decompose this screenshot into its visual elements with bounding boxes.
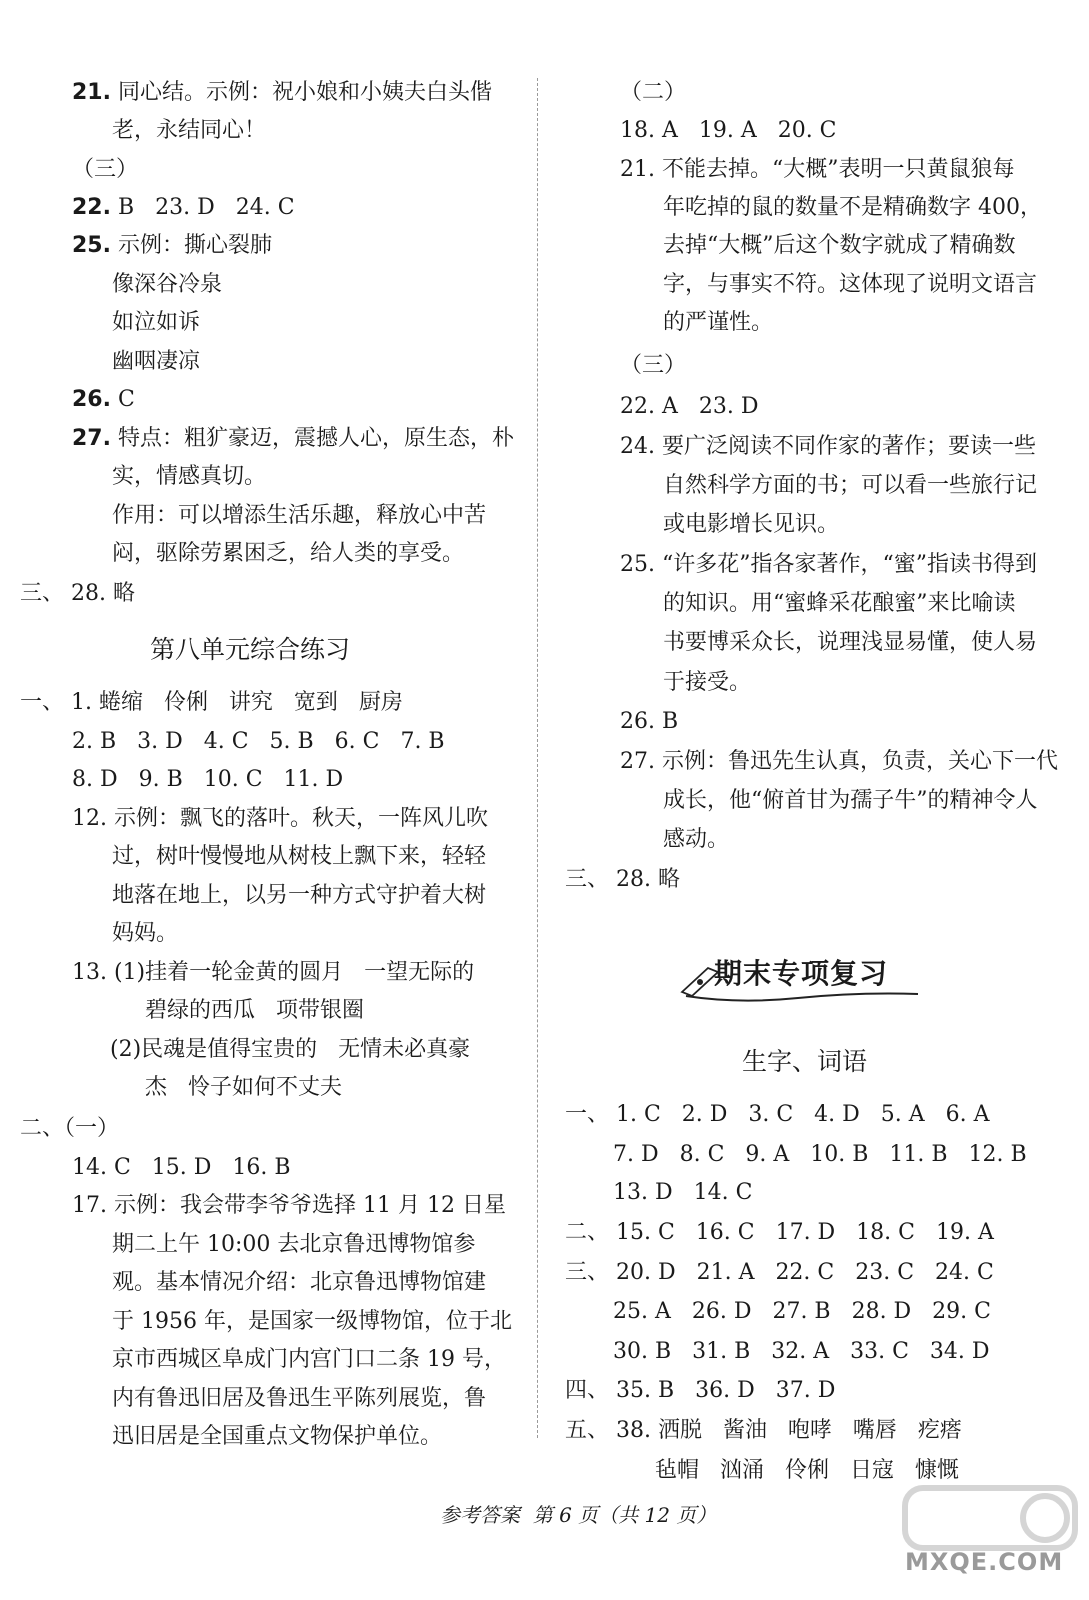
answer-line: 地落在地上，以另一种方式守护着大树 bbox=[112, 883, 487, 908]
answer-line: 杰 怜子如何不丈夫 bbox=[145, 1075, 342, 1100]
answer-text: C bbox=[110, 387, 135, 412]
answer-line: （三） bbox=[72, 157, 139, 182]
answer-line: 13. D 14. C bbox=[613, 1180, 753, 1205]
answer-line: 二、（一） bbox=[20, 1116, 120, 1141]
answer-line: 五、 38. 洒脱 酱油 咆哮 嘴唇 疙瘩 bbox=[565, 1418, 962, 1443]
answer-line: 字，与事实不符。这体现了说明文语言 bbox=[663, 272, 1038, 297]
answer-line: 一、 1. 蜷缩 伶俐 讲究 宽到 厨房 bbox=[20, 690, 403, 715]
answer-line: 妈妈。 bbox=[112, 921, 179, 946]
answer-line: 14. C 15. D 16. B bbox=[72, 1155, 291, 1180]
question-number: 27. bbox=[72, 426, 111, 451]
answer-line bbox=[72, 385, 135, 415]
answer-line: 21. 不能去掉。“大概”表明一只黄鼠狼每 bbox=[620, 157, 1015, 182]
answer-line: 成长，他“俯首甘为孺子牛”的精神令人 bbox=[663, 788, 1038, 813]
answer-line: 年吃掉的鼠的数量不是精确数字 400， bbox=[663, 195, 1042, 220]
answer-text: 同心结。示例：祝小娘和小姨夫白头偕 bbox=[110, 80, 492, 105]
answer-line: (2)民魂是值得宝贵的 无情未必真豪 bbox=[110, 1037, 471, 1062]
answer-line: 30. B 31. B 32. A 33. C 34. D bbox=[613, 1339, 990, 1364]
question-number: 26. bbox=[72, 387, 111, 412]
question-number: 25. bbox=[72, 233, 111, 258]
answer-text: 示例：撕心裂肺 bbox=[110, 233, 272, 258]
answer-line: 毡帽 汹涌 伶俐 日寇 慷慨 bbox=[655, 1458, 959, 1483]
answer-line bbox=[72, 193, 295, 223]
answer-line: 27. 示例：鲁迅先生认真，负责，关心下一代 bbox=[620, 749, 1058, 774]
answer-line: 一、 1. C 2. D 3. C 4. D 5. A 6. A bbox=[565, 1102, 990, 1127]
answer-text: B 23. D 24. C bbox=[110, 195, 295, 220]
answer-line: 24. 要广泛阅读不同作家的著作；要读一些 bbox=[620, 434, 1036, 459]
answer-line: 内有鲁迅旧居及鲁迅生平陈列展览，鲁 bbox=[112, 1386, 487, 1411]
answer-line: 像深谷冷泉 bbox=[112, 272, 223, 297]
answer-line: （二） bbox=[620, 80, 687, 105]
answer-line: 京市西城区阜成门内宫门口二条 19 号， bbox=[112, 1347, 506, 1372]
answer-line: 25. A 26. D 27. B 28. D 29. C bbox=[613, 1299, 991, 1324]
answer-line: 12. 示例：飘飞的落叶。秋天，一阵风儿吹 bbox=[72, 806, 488, 831]
answer-line: 如泣如诉 bbox=[112, 310, 201, 335]
answer-line: 18. A 19. A 20. C bbox=[620, 118, 837, 143]
vocab-section-title: 生字、词语 bbox=[742, 1047, 868, 1076]
answer-line: 闷，驱除劳累困乏，给人类的享受。 bbox=[112, 541, 465, 566]
answer-line: 的知识。用“蜜蜂采花酿蜜”来比喻读 bbox=[663, 591, 1016, 616]
answer-line: 自然科学方面的书；可以看一些旅行记 bbox=[663, 473, 1038, 498]
answer-line: 于接受。 bbox=[663, 670, 752, 695]
answer-line: 17. 示例：我会带李爷爷选择 11 月 12 日星 bbox=[72, 1193, 506, 1218]
page-footer: 参考答案 第 6 页（共 12 页） bbox=[440, 1503, 717, 1527]
answer-line bbox=[72, 424, 514, 454]
answer-line: 实，情感真切。 bbox=[112, 464, 267, 489]
answer-line: 期二上午 10:00 去北京鲁迅博物馆参 bbox=[112, 1232, 476, 1257]
answer-line: 观。基本情况介绍：北京鲁迅博物馆建 bbox=[112, 1270, 487, 1295]
answer-line: 四、 35. B 36. D 37. D bbox=[565, 1378, 836, 1403]
final-review-title: 期末专项复习 bbox=[714, 957, 889, 990]
answer-line: 二、 15. C 16. C 17. D 18. C 19. A bbox=[565, 1220, 994, 1245]
question-number: 21. bbox=[72, 80, 111, 105]
answer-line: 2. B 3. D 4. C 5. B 6. C 7. B bbox=[72, 729, 445, 754]
watermark-logo bbox=[895, 1478, 1085, 1598]
question-number: 22. bbox=[72, 195, 111, 220]
answer-line: 三、 20. D 21. A 22. C 23. C 24. C bbox=[565, 1260, 994, 1285]
answer-line bbox=[72, 78, 492, 108]
answer-line: 三、 28. 略 bbox=[565, 867, 680, 892]
answer-line: 幽咽凄凉 bbox=[112, 349, 201, 374]
answer-line: 13. (1)挂着一轮金黄的圆月 一望无际的 bbox=[72, 960, 475, 985]
answer-line: 的严谨性。 bbox=[663, 310, 774, 335]
answer-line bbox=[72, 231, 272, 261]
answer-line: 过，树叶慢慢地从树枝上飘下来，轻轻 bbox=[112, 844, 487, 869]
answer-line: 书要博采众长，说理浅显易懂，使人易 bbox=[663, 630, 1038, 655]
answer-line: 感动。 bbox=[663, 827, 730, 852]
answer-line: 7. D 8. C 9. A 10. B 11. B 12. B bbox=[613, 1142, 1027, 1167]
answer-line: 迅旧居是全国重点文物保护单位。 bbox=[112, 1424, 443, 1449]
answer-line: 老，永结同心！ bbox=[112, 118, 267, 143]
answer-line: 三、 28. 略 bbox=[20, 581, 135, 606]
answer-line: 碧绿的西瓜 项带银圈 bbox=[145, 998, 364, 1023]
answer-line: 于 1956 年，是国家一级博物馆，位于北 bbox=[112, 1309, 512, 1334]
answer-line: 22. A 23. D bbox=[620, 394, 759, 419]
column-divider bbox=[537, 78, 538, 1438]
answer-line: （三） bbox=[620, 353, 687, 378]
answer-line: 26. B bbox=[620, 709, 679, 734]
answer-line: 或电影增长见识。 bbox=[663, 512, 840, 537]
answer-line: 作用：可以增添生活乐趣，释放心中苦 bbox=[112, 503, 487, 528]
watermark-text: MXQE.COM bbox=[905, 1548, 1064, 1576]
answer-text: 特点：粗犷豪迈，震撼人心，原生态，朴 bbox=[110, 426, 514, 451]
answer-line: 去掉“大概”后这个数字就成了精确数 bbox=[663, 233, 1016, 258]
answer-line: 25. “许多花”指各家著作，“蜜”指读书得到 bbox=[620, 552, 1037, 577]
answer-line: 8. D 9. B 10. C 11. D bbox=[72, 767, 344, 792]
unit8-title: 第八单元综合练习 bbox=[150, 635, 351, 664]
